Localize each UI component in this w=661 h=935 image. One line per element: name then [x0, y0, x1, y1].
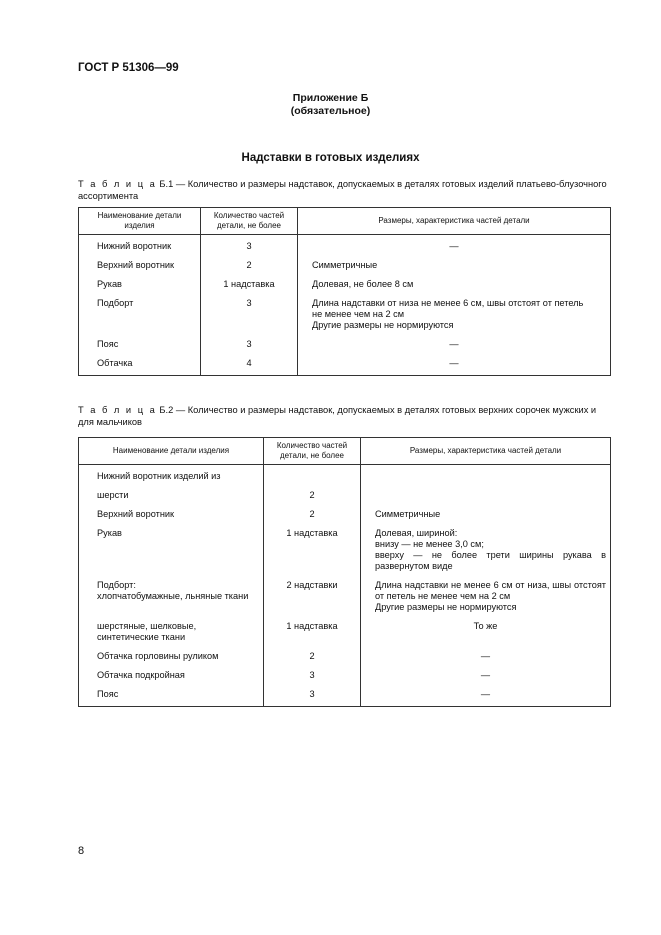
- part-name-text: Пояс: [97, 689, 119, 699]
- cell-part-count: [264, 578, 361, 619]
- table-row: [79, 465, 611, 489]
- table2-header-row: [79, 438, 611, 465]
- cell-part-count: [201, 356, 298, 376]
- part-count-text: 1 надставка: [286, 528, 338, 538]
- cell-part-name: [79, 258, 201, 277]
- part-size-text: —: [449, 339, 459, 349]
- part-size-text: Симметричные: [375, 509, 441, 519]
- part-size-text: То же: [473, 621, 498, 631]
- cell-part-name: [79, 337, 201, 356]
- part-count-text: 1 надставка: [286, 621, 338, 631]
- standard-number: ГОСТ Р 51306—99: [78, 62, 179, 74]
- table-row: [79, 258, 611, 277]
- cell-part-count: [201, 258, 298, 277]
- part-name-text: шерстяные, шелковые, синтетические ткани: [97, 621, 197, 642]
- part-size-text: Долевая, шириной:: [375, 528, 458, 538]
- cell-part-size: [361, 526, 611, 578]
- cell-part-size: [361, 619, 611, 649]
- part-name-text: Подборт:: [97, 580, 136, 590]
- table1-header-cell: Наименование детали изделия: [79, 208, 201, 235]
- table1-label: Т а б л и ц а: [78, 179, 157, 189]
- part-name-text: Обтачка: [97, 358, 133, 368]
- appendix-note: (обязательное): [290, 105, 371, 117]
- part-name-text: Нижний воротник изделий из: [97, 471, 221, 481]
- table-row: [79, 649, 611, 668]
- cell-part-name: [79, 296, 201, 337]
- part-name-text: Обтачка горловины руликом: [97, 651, 219, 661]
- table-row: [79, 526, 611, 578]
- part-name-text: Рукав: [97, 528, 122, 538]
- part-count-text: 3: [309, 670, 315, 680]
- cell-part-count: [264, 526, 361, 578]
- part-count-text: 2: [246, 260, 252, 270]
- cell-part-name: [79, 649, 264, 668]
- cell-part-name: [79, 488, 264, 507]
- cell-part-count: [201, 337, 298, 356]
- table-row: [79, 235, 611, 259]
- cell-part-count: [264, 488, 361, 507]
- cell-part-count: [201, 296, 298, 337]
- cell-part-name: [79, 356, 201, 376]
- cell-part-size: [298, 235, 611, 259]
- cell-part-size: [361, 668, 611, 687]
- cell-part-size: [361, 687, 611, 707]
- table-row: [79, 578, 611, 619]
- part-size-text: Другие размеры не нормируются: [312, 320, 454, 330]
- cell-part-name: [79, 465, 264, 489]
- part-size-text: Другие размеры не нормируются: [375, 602, 517, 612]
- cell-part-size: [361, 649, 611, 668]
- cell-part-count: [264, 507, 361, 526]
- part-name-text: Пояс: [97, 339, 119, 349]
- table2-caption: [78, 405, 608, 428]
- appendix-heading: [0, 92, 661, 118]
- table1-header-row: [79, 208, 611, 235]
- table-row: [79, 337, 611, 356]
- cell-part-name: [79, 235, 201, 259]
- part-count-text: 3: [246, 339, 252, 349]
- cell-part-size: [298, 296, 611, 337]
- part-size-text: не менее чем на 2 см: [312, 309, 405, 319]
- part-count-text: 4: [246, 358, 252, 368]
- table1-header-cell: Размеры, характеристика частей детали: [298, 208, 611, 235]
- cell-part-count: [201, 235, 298, 259]
- part-size-text: —: [449, 241, 459, 251]
- cell-part-size: [361, 507, 611, 526]
- table-row: [79, 296, 611, 337]
- cell-part-count: [264, 465, 361, 489]
- page-number: 8: [78, 845, 85, 857]
- part-count-text: 3: [309, 689, 315, 699]
- part-name-text: Обтачка подкройная: [97, 670, 185, 680]
- table-row: [79, 488, 611, 507]
- part-size-text: вверху — не более трети ширины рукава в развернутом виде: [375, 550, 606, 571]
- cell-part-size: [298, 277, 611, 296]
- part-name-text: Подборт: [97, 298, 134, 308]
- part-size-text: —: [480, 651, 491, 661]
- cell-part-count: [201, 277, 298, 296]
- part-name-text: Нижний воротник: [97, 241, 172, 251]
- cell-part-name: [79, 619, 264, 649]
- part-size-text: Симметричные: [312, 260, 378, 270]
- cell-part-name: [79, 668, 264, 687]
- cell-part-count: [264, 668, 361, 687]
- part-count-text: 2: [309, 490, 315, 500]
- appendix-title: Приложение Б: [292, 92, 369, 104]
- cell-part-size: [298, 258, 611, 277]
- cell-part-count: [264, 687, 361, 707]
- section-title: Надставки в готовых изделиях: [241, 152, 420, 164]
- part-count-text: 3: [246, 298, 252, 308]
- table2: [78, 437, 611, 707]
- cell-part-name: [79, 277, 201, 296]
- part-count-text: 2 надставки: [286, 580, 338, 590]
- part-name-text: шерсти: [97, 490, 129, 500]
- table-row: [79, 277, 611, 296]
- cell-part-name: [79, 526, 264, 578]
- part-size-text: —: [480, 689, 491, 699]
- part-size-text: —: [480, 670, 491, 680]
- cell-part-size: [361, 578, 611, 619]
- part-size-text: внизу — не менее 3,0 см;: [375, 539, 484, 549]
- table2-header-cell: Количество частей детали, не более: [264, 438, 361, 465]
- table1-header-cell: Количество частей детали, не более: [201, 208, 298, 235]
- cell-part-name: [79, 507, 264, 526]
- table1-caption-text: Б.1 — Количество и размеры надставок, допускаемых в деталях готовых изделий платьево-блузочного ассортимента: [78, 179, 607, 201]
- part-name-text: Верхний воротник: [97, 509, 175, 519]
- cell-part-name: [79, 687, 264, 707]
- table2-header-cell: Наименование детали изделия: [79, 438, 264, 465]
- table2-caption-text: Б.2 — Количество и размеры надставок, допускаемых в деталях готовых верхних сорочек мужских и для мальчиков: [78, 405, 597, 427]
- table1: [78, 207, 611, 376]
- cell-part-size: [298, 337, 611, 356]
- part-size-text: Длина надставки от низа не менее 6 см, швы отстоят от петель: [312, 298, 584, 308]
- table-row: [79, 356, 611, 376]
- part-count-text: 1 надставка: [223, 279, 275, 289]
- part-count-text: 2: [309, 509, 315, 519]
- part-name-text: Рукав: [97, 279, 122, 289]
- cell-part-size: [361, 488, 611, 507]
- table-row: [79, 668, 611, 687]
- cell-part-count: [264, 619, 361, 649]
- part-size-text: —: [449, 358, 459, 368]
- cell-part-count: [264, 649, 361, 668]
- part-size-text: Долевая, не более 8 см: [312, 279, 414, 289]
- table-row: [79, 507, 611, 526]
- part-size-text: Длина надставки не менее 6 см от низа, швы отстоят от петель не менее чем на 2 см: [375, 580, 606, 601]
- part-name-text: хлопчатобумажные, льняные ткани: [97, 591, 249, 601]
- part-count-text: 3: [246, 241, 252, 251]
- table1-caption: [78, 179, 608, 202]
- table2-header-cell: Размеры, характеристика частей детали: [361, 438, 611, 465]
- table-row: [79, 687, 611, 707]
- table-row: [79, 619, 611, 649]
- part-name-text: Верхний воротник: [97, 260, 175, 270]
- cell-part-size: [361, 465, 611, 489]
- cell-part-size: [298, 356, 611, 376]
- part-count-text: 2: [309, 651, 315, 661]
- table2-label: Т а б л и ц а: [78, 405, 157, 415]
- cell-part-name: [79, 578, 264, 619]
